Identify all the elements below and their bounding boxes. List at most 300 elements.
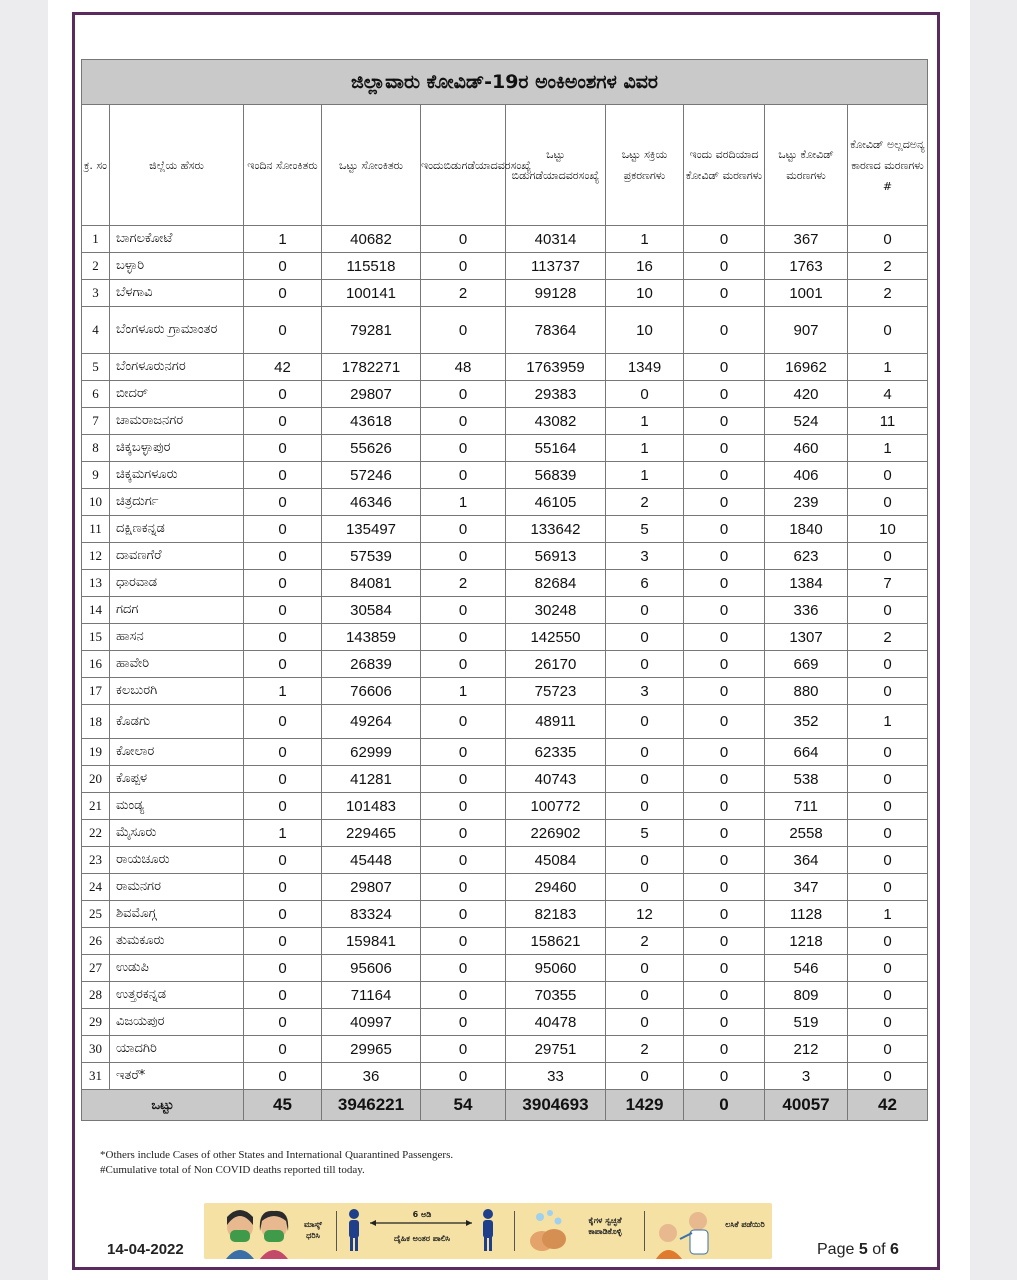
cell-today-discharged: 0: [421, 766, 506, 793]
cell-today-discharged: 0: [421, 982, 506, 1009]
cell-today-deaths: 0: [684, 1036, 765, 1063]
table-row: [82, 462, 928, 489]
cell-today-infected: 0: [244, 543, 322, 570]
cell-active: 12: [606, 901, 684, 928]
cell-district: ರಾಮನಗರ: [110, 874, 244, 901]
table-row: [82, 253, 928, 280]
cell-total-infected: 26839: [322, 651, 421, 678]
cell-district: ಚಿತ್ರದುರ್ಗ: [110, 489, 244, 516]
cell-total-infected: 159841: [322, 928, 421, 955]
cell-district: ಚಾಮರಾಜನಗರ: [110, 408, 244, 435]
cell-total-infected: 57539: [322, 543, 421, 570]
cell-total-deaths: 3: [765, 1063, 848, 1090]
cell-active: 0: [606, 874, 684, 901]
cell-total-deaths: 880: [765, 678, 848, 705]
table-row: [82, 678, 928, 705]
cell-serial: 16: [82, 651, 110, 678]
cell-serial: 12: [82, 543, 110, 570]
distance-value: 6 ಅಡಿ: [412, 1210, 432, 1219]
cell-total-deaths: 623: [765, 543, 848, 570]
cell-today-discharged: 0: [421, 928, 506, 955]
cell-today-infected: 1: [244, 820, 322, 847]
table-row: [82, 901, 928, 928]
mask-icon: [218, 1203, 298, 1259]
cell-today-infected: 0: [244, 793, 322, 820]
cell-district: ಕೋಲಾರ: [110, 739, 244, 766]
cell-active: 1349: [606, 354, 684, 381]
footnotes: [100, 1148, 453, 1178]
table-body: [82, 226, 928, 1090]
vaccine-icon: [650, 1203, 724, 1259]
cell-active: 0: [606, 597, 684, 624]
banner-divider: [514, 1211, 515, 1251]
cell-total-deaths: 420: [765, 381, 848, 408]
cell-district: ಹಾವೇರಿ: [110, 651, 244, 678]
footnote-others: *Others include Cases of other States and International Quarantined Passengers.: [100, 1149, 454, 1161]
table-row: [82, 597, 928, 624]
cell-total-discharged: 142550: [506, 624, 606, 651]
cell-serial: 30: [82, 1036, 110, 1063]
cell-total-discharged: 33: [506, 1063, 606, 1090]
cell-active: 5: [606, 516, 684, 543]
cell-serial: 11: [82, 516, 110, 543]
header-total-deaths: ಒಟ್ಟು ಕೋವಿಡ್ ಮರಣಗಳು: [765, 105, 848, 226]
cell-serial: 23: [82, 847, 110, 874]
cell-total-deaths: 1763: [765, 253, 848, 280]
cell-serial: 5: [82, 354, 110, 381]
cell-total-deaths: 352: [765, 705, 848, 739]
cell-today-discharged: 0: [421, 597, 506, 624]
cell-serial: 10: [82, 489, 110, 516]
cell-active: 1: [606, 462, 684, 489]
header-today-deaths: ಇಂದು ವರದಿಯಾದ ಕೋವಿಡ್ ಮರಣಗಳು: [684, 105, 765, 226]
cell-total-discharged: 56913: [506, 543, 606, 570]
table-row: [82, 435, 928, 462]
cell-total-infected: 40997: [322, 1009, 421, 1036]
distance-label: ದೈಹಿಕ ಅಂತರ ಪಾಲಿಸಿ: [393, 1234, 451, 1243]
cell-today-discharged: 0: [421, 651, 506, 678]
cell-today-discharged: 0: [421, 516, 506, 543]
header-non-covid-deaths: ಕೋವಿಡ್ ಅಲ್ಲದಅನ್ಯ ಕಾರಣದ ಮರಣಗಳು #: [848, 105, 928, 226]
cell-serial: 13: [82, 570, 110, 597]
cell-today-infected: 0: [244, 624, 322, 651]
table-row: [82, 570, 928, 597]
cell-today-infected: 0: [244, 982, 322, 1009]
cell-non-covid-deaths: 0: [848, 820, 928, 847]
cell-total-infected: 115518: [322, 253, 421, 280]
cell-total-discharged: 78364: [506, 307, 606, 354]
cell-total-discharged: 55164: [506, 435, 606, 462]
cell-active: 0: [606, 847, 684, 874]
cell-today-deaths: 0: [684, 408, 765, 435]
table-row: [82, 354, 928, 381]
cell-today-infected: 0: [244, 489, 322, 516]
table-row: [82, 516, 928, 543]
header-today-discharged: ಇಂದುಬಿಡುಗಡೆಯಾದವರಸಂಖ್ಯೆ: [421, 105, 506, 226]
cell-non-covid-deaths: 1: [848, 435, 928, 462]
cell-total-infected: 40682: [322, 226, 421, 253]
cell-today-infected: 0: [244, 705, 322, 739]
cell-total-deaths: 809: [765, 982, 848, 1009]
cell-active: 0: [606, 624, 684, 651]
cell-today-deaths: 0: [684, 307, 765, 354]
document-date: 14-04-2022: [107, 1241, 184, 1258]
cell-today-infected: 0: [244, 516, 322, 543]
cell-non-covid-deaths: 0: [848, 955, 928, 982]
cell-total-deaths: 364: [765, 847, 848, 874]
header-district: ಜಿಲ್ಲೆಯ ಹೆಸರು: [110, 105, 244, 226]
cell-active: 0: [606, 381, 684, 408]
cell-total-discharged: 46105: [506, 489, 606, 516]
cell-active: 0: [606, 982, 684, 1009]
cell-today-deaths: 0: [684, 253, 765, 280]
cell-active: 10: [606, 307, 684, 354]
table-row: [82, 381, 928, 408]
cell-district: ಶಿವಮೊಗ್ಗ: [110, 901, 244, 928]
cell-non-covid-deaths: 11: [848, 408, 928, 435]
cell-serial: 4: [82, 307, 110, 354]
total-discharged-today: 54: [421, 1090, 506, 1121]
cell-serial: 1: [82, 226, 110, 253]
cell-active: 10: [606, 280, 684, 307]
cell-non-covid-deaths: 0: [848, 597, 928, 624]
cell-total-discharged: 43082: [506, 408, 606, 435]
cell-total-infected: 101483: [322, 793, 421, 820]
cell-today-discharged: 0: [421, 901, 506, 928]
cell-active: 5: [606, 820, 684, 847]
header-today-infected: ಇಂದಿನ ಸೋಂಕಿತರು: [244, 105, 322, 226]
cell-district: ಬಳ್ಳಾರಿ: [110, 253, 244, 280]
cell-today-discharged: 0: [421, 793, 506, 820]
cell-today-deaths: 0: [684, 678, 765, 705]
cell-today-infected: 0: [244, 307, 322, 354]
cell-total-deaths: 1307: [765, 624, 848, 651]
cell-today-deaths: 0: [684, 435, 765, 462]
cell-active: 3: [606, 543, 684, 570]
cell-total-infected: 1782271: [322, 354, 421, 381]
cell-district: ರಾಯಚೂರು: [110, 847, 244, 874]
cell-total-discharged: 45084: [506, 847, 606, 874]
cell-today-discharged: 0: [421, 739, 506, 766]
table-row: [82, 820, 928, 847]
cell-today-discharged: 0: [421, 624, 506, 651]
cell-district: ದಾವಣಗೆರೆ: [110, 543, 244, 570]
cell-total-deaths: 347: [765, 874, 848, 901]
table-row: [82, 408, 928, 435]
cell-today-discharged: 2: [421, 570, 506, 597]
cell-total-discharged: 75723: [506, 678, 606, 705]
cell-non-covid-deaths: 0: [848, 793, 928, 820]
cell-non-covid-deaths: 2: [848, 624, 928, 651]
vaccine-label: ಲಸಿಕೆ ಪಡೆಯಿರಿ: [725, 1220, 765, 1229]
cell-non-covid-deaths: 0: [848, 462, 928, 489]
cell-non-covid-deaths: 0: [848, 1063, 928, 1090]
cell-today-deaths: 0: [684, 570, 765, 597]
cell-district: ಯಾದಗಿರಿ: [110, 1036, 244, 1063]
cell-today-discharged: 0: [421, 820, 506, 847]
cell-today-discharged: 0: [421, 226, 506, 253]
cell-today-infected: 0: [244, 408, 322, 435]
cell-today-deaths: 0: [684, 955, 765, 982]
cell-total-infected: 29807: [322, 381, 421, 408]
cell-today-deaths: 0: [684, 901, 765, 928]
table-row: [82, 847, 928, 874]
cell-total-infected: 143859: [322, 624, 421, 651]
handwash-label: ಕೈಗಳ ಸ್ವಚ್ಛತೆ ಕಾಪಾಡಿಕೊಳ್ಳಿ: [588, 1216, 622, 1236]
cell-today-discharged: 0: [421, 435, 506, 462]
cell-total-discharged: 158621: [506, 928, 606, 955]
cell-today-discharged: 0: [421, 874, 506, 901]
cell-serial: 15: [82, 624, 110, 651]
cell-total-discharged: 29460: [506, 874, 606, 901]
cell-total-deaths: 2558: [765, 820, 848, 847]
cell-district: ಕೊಪ್ಪಳ: [110, 766, 244, 793]
cell-today-deaths: 0: [684, 705, 765, 739]
cell-today-deaths: 0: [684, 928, 765, 955]
cell-non-covid-deaths: 0: [848, 874, 928, 901]
cell-total-infected: 100141: [322, 280, 421, 307]
cell-total-infected: 49264: [322, 705, 421, 739]
cell-total-infected: 29807: [322, 874, 421, 901]
cell-active: 2: [606, 489, 684, 516]
cell-total-discharged: 82684: [506, 570, 606, 597]
cell-today-infected: 0: [244, 570, 322, 597]
cell-serial: 18: [82, 705, 110, 739]
cell-today-deaths: 0: [684, 820, 765, 847]
cell-total-deaths: 1001: [765, 280, 848, 307]
cell-district: ಗದಗ: [110, 597, 244, 624]
table-row: [82, 739, 928, 766]
cell-today-discharged: 0: [421, 543, 506, 570]
total-label: ಒಟ್ಟು: [82, 1090, 244, 1121]
cell-total-discharged: 113737: [506, 253, 606, 280]
cell-district: ತುಮಕೂರು: [110, 928, 244, 955]
total-deaths: 40057: [765, 1090, 848, 1121]
header-row: [82, 105, 928, 226]
cell-total-deaths: 1840: [765, 516, 848, 543]
cell-active: 2: [606, 928, 684, 955]
footnote-non-covid: #Cumulative total of Non COVID deaths reported till today.: [100, 1164, 365, 1176]
cell-total-deaths: 212: [765, 1036, 848, 1063]
cell-total-infected: 55626: [322, 435, 421, 462]
cell-district: ಕೊಡಗು: [110, 705, 244, 739]
header-total-discharged: ಒಟ್ಟು ಬಿಡುಗಡೆಯಾದವರಸಂಖ್ಯೆ: [506, 105, 606, 226]
cell-today-discharged: 0: [421, 1009, 506, 1036]
mask-label: ಮಾಸ್ಕ್ ಧರಿಸಿ: [303, 1220, 323, 1240]
cell-total-deaths: 1384: [765, 570, 848, 597]
cell-total-infected: 84081: [322, 570, 421, 597]
cell-today-deaths: 0: [684, 280, 765, 307]
cell-today-infected: 0: [244, 1009, 322, 1036]
handwash-icon: [520, 1203, 576, 1259]
cell-district: ಹಾಸನ: [110, 624, 244, 651]
cell-total-deaths: 406: [765, 462, 848, 489]
cell-non-covid-deaths: 10: [848, 516, 928, 543]
header-serial: ಕ್ರ. ಸಂ: [82, 105, 110, 226]
cell-total-deaths: 460: [765, 435, 848, 462]
cell-today-infected: 0: [244, 280, 322, 307]
total-row: [82, 1090, 928, 1121]
cell-today-deaths: 0: [684, 793, 765, 820]
cell-total-discharged: 40743: [506, 766, 606, 793]
page-total: 6: [889, 1241, 899, 1258]
cell-non-covid-deaths: 0: [848, 739, 928, 766]
cell-district: ಇತರೆ*: [110, 1063, 244, 1090]
table-row: [82, 624, 928, 651]
table-row: [82, 705, 928, 739]
cell-today-infected: 0: [244, 253, 322, 280]
cell-non-covid-deaths: 2: [848, 253, 928, 280]
cell-non-covid-deaths: 4: [848, 381, 928, 408]
cell-active: 0: [606, 739, 684, 766]
cell-total-infected: 30584: [322, 597, 421, 624]
cell-non-covid-deaths: 1: [848, 901, 928, 928]
cell-active: 1: [606, 408, 684, 435]
cell-total-deaths: 524: [765, 408, 848, 435]
cell-total-discharged: 26170: [506, 651, 606, 678]
cell-non-covid-deaths: 0: [848, 1009, 928, 1036]
cell-total-discharged: 40478: [506, 1009, 606, 1036]
page-sep: of: [872, 1241, 886, 1258]
page-number: [817, 1241, 899, 1259]
total-non-covid-deaths: 42: [848, 1090, 928, 1121]
cell-today-infected: 0: [244, 739, 322, 766]
cell-today-discharged: 48: [421, 354, 506, 381]
cell-non-covid-deaths: 0: [848, 543, 928, 570]
cell-serial: 22: [82, 820, 110, 847]
cell-today-deaths: 0: [684, 1009, 765, 1036]
cell-serial: 31: [82, 1063, 110, 1090]
cell-total-discharged: 56839: [506, 462, 606, 489]
cell-non-covid-deaths: 0: [848, 307, 928, 354]
cell-today-deaths: 0: [684, 543, 765, 570]
cell-total-infected: 83324: [322, 901, 421, 928]
cell-total-discharged: 95060: [506, 955, 606, 982]
cell-today-infected: 0: [244, 1063, 322, 1090]
cell-district: ಚಿಕ್ಕಬಳ್ಳಾಪುರ: [110, 435, 244, 462]
banner-divider: [644, 1211, 645, 1251]
table-row: [82, 226, 928, 253]
cell-active: 0: [606, 1009, 684, 1036]
table-title: ಜಿಲ್ಲಾವಾರು ಕೋವಿಡ್-19ರ ಅಂಕಿಅಂಶಗಳ ವಿವರ: [82, 60, 928, 105]
total-today: 45: [244, 1090, 322, 1121]
cell-total-deaths: 367: [765, 226, 848, 253]
cell-total-infected: 43618: [322, 408, 421, 435]
cell-active: 3: [606, 678, 684, 705]
page-current: 5: [858, 1241, 868, 1258]
cell-total-deaths: 907: [765, 307, 848, 354]
cell-total-discharged: 29751: [506, 1036, 606, 1063]
cell-today-deaths: 0: [684, 1063, 765, 1090]
table-row: [82, 543, 928, 570]
cell-district: ಚಿಕ್ಕಮಗಳೂರು: [110, 462, 244, 489]
cell-non-covid-deaths: 1: [848, 354, 928, 381]
cell-district: ಬೆಂಗಳೂರುನಗರ: [110, 354, 244, 381]
cell-total-discharged: 82183: [506, 901, 606, 928]
awareness-banner: [204, 1203, 772, 1259]
cell-active: 0: [606, 705, 684, 739]
cell-total-discharged: 62335: [506, 739, 606, 766]
cell-total-discharged: 48911: [506, 705, 606, 739]
cell-district: ಉಡುಪಿ: [110, 955, 244, 982]
total-infected: 3946221: [322, 1090, 421, 1121]
cell-district: ಮಂಡ್ಯ: [110, 793, 244, 820]
cell-today-deaths: 0: [684, 597, 765, 624]
table-row: [82, 489, 928, 516]
cell-serial: 6: [82, 381, 110, 408]
cell-total-discharged: 99128: [506, 280, 606, 307]
cell-total-infected: 41281: [322, 766, 421, 793]
cell-today-deaths: 0: [684, 874, 765, 901]
cell-today-infected: 1: [244, 678, 322, 705]
cell-serial: 7: [82, 408, 110, 435]
cell-today-deaths: 0: [684, 739, 765, 766]
table-row: [82, 766, 928, 793]
cell-total-deaths: 519: [765, 1009, 848, 1036]
cell-district: ಬೆಳಗಾವಿ: [110, 280, 244, 307]
cell-today-discharged: 0: [421, 1063, 506, 1090]
cell-serial: 2: [82, 253, 110, 280]
cell-today-discharged: 0: [421, 955, 506, 982]
cell-district: ಬೀದರ್: [110, 381, 244, 408]
cell-non-covid-deaths: 0: [848, 982, 928, 1009]
cell-total-infected: 76606: [322, 678, 421, 705]
cell-today-discharged: 0: [421, 705, 506, 739]
cell-district: ಬೆಂಗಳೂರು ಗ್ರಾಮಾಂತರ: [110, 307, 244, 354]
covid-district-table: [81, 59, 928, 1121]
cell-total-deaths: 538: [765, 766, 848, 793]
table-row: [82, 928, 928, 955]
table-row: [82, 1063, 928, 1090]
cell-total-deaths: 546: [765, 955, 848, 982]
cell-non-covid-deaths: 7: [848, 570, 928, 597]
cell-total-discharged: 30248: [506, 597, 606, 624]
cell-today-deaths: 0: [684, 354, 765, 381]
table-row: [82, 955, 928, 982]
cell-non-covid-deaths: 0: [848, 226, 928, 253]
cell-today-discharged: 2: [421, 280, 506, 307]
cell-today-discharged: 0: [421, 408, 506, 435]
cell-today-infected: 1: [244, 226, 322, 253]
cell-total-infected: 36: [322, 1063, 421, 1090]
cell-active: 0: [606, 766, 684, 793]
cell-today-infected: 0: [244, 874, 322, 901]
cell-today-deaths: 0: [684, 462, 765, 489]
cell-non-covid-deaths: 2: [848, 280, 928, 307]
cell-today-deaths: 0: [684, 766, 765, 793]
cell-active: 6: [606, 570, 684, 597]
cell-non-covid-deaths: 0: [848, 1036, 928, 1063]
cell-total-deaths: 669: [765, 651, 848, 678]
cell-today-infected: 0: [244, 435, 322, 462]
table-row: [82, 874, 928, 901]
cell-total-infected: 62999: [322, 739, 421, 766]
cell-active: 0: [606, 1063, 684, 1090]
table-row: [82, 1009, 928, 1036]
cell-today-deaths: 0: [684, 381, 765, 408]
cell-district: ಧಾರವಾಡ: [110, 570, 244, 597]
cell-total-deaths: 664: [765, 739, 848, 766]
cell-today-infected: 0: [244, 1036, 322, 1063]
cell-total-deaths: 336: [765, 597, 848, 624]
cell-today-infected: 0: [244, 766, 322, 793]
cell-active: 0: [606, 651, 684, 678]
cell-non-covid-deaths: 0: [848, 678, 928, 705]
cell-total-discharged: 29383: [506, 381, 606, 408]
header-total-infected: ಒಟ್ಟು ಸೋಂಕಿತರು: [322, 105, 421, 226]
table-row: [82, 651, 928, 678]
cell-today-infected: 0: [244, 462, 322, 489]
